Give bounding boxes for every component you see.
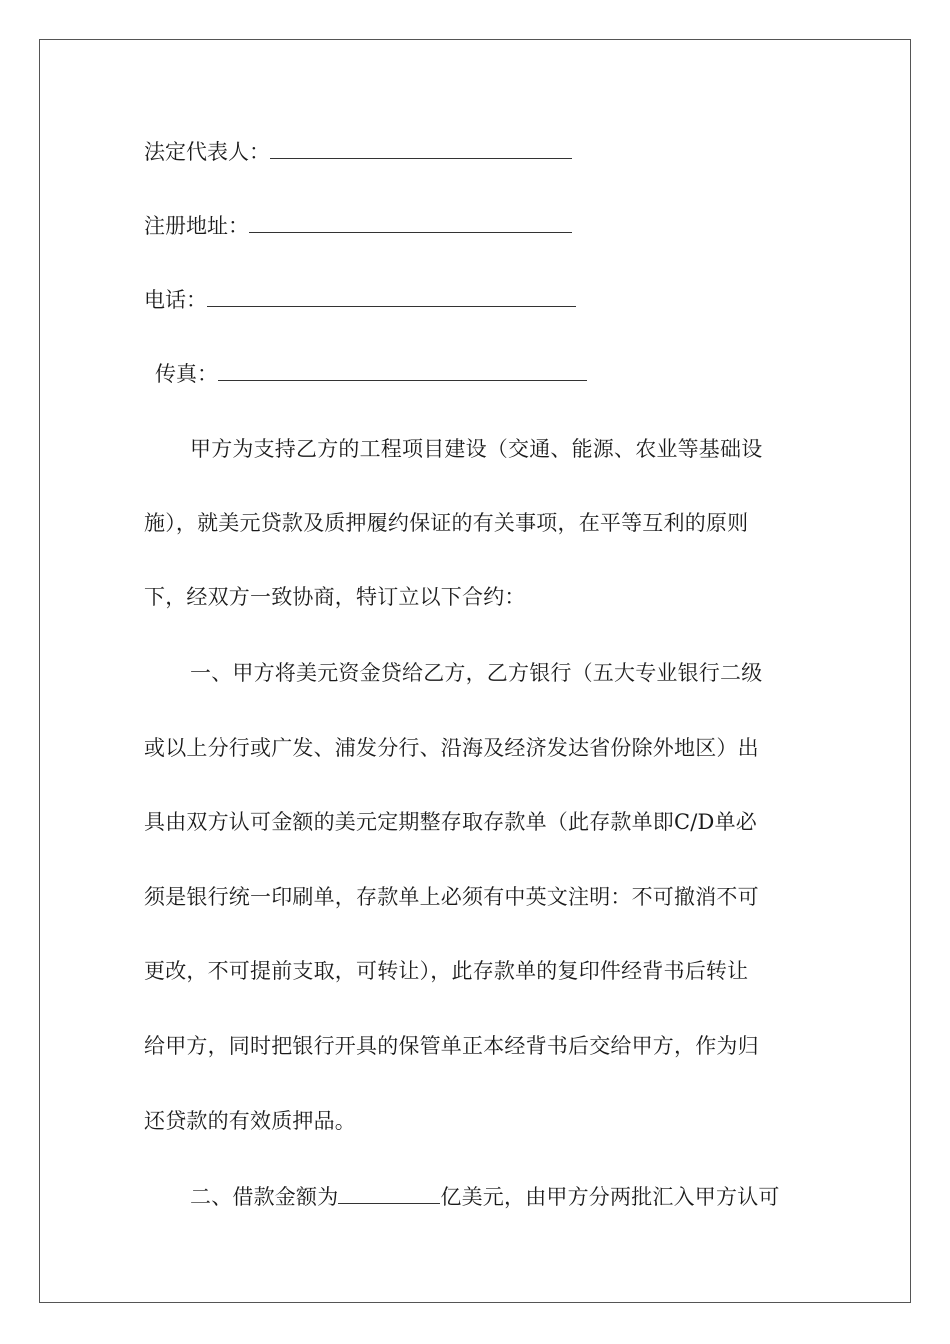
address-field <box>144 214 572 238</box>
address-blank <box>249 214 572 233</box>
clause1-line-3: 具由双方认可金额的美元定期整存取存款单（此存款单即C/D单必 <box>144 810 757 834</box>
fax-label: 传真： <box>155 362 218 386</box>
phone-field <box>144 288 576 312</box>
clause1-line-4: 须是银行统一印刷单，存款单上必须有中英文注明：不可撤消不可 <box>144 885 759 909</box>
legal-rep-blank <box>270 140 572 159</box>
clause2-text-before: 二、借款金额为 <box>190 1185 339 1209</box>
clause2-line-1 <box>190 1185 780 1209</box>
clause1-line-5: 更改，不可提前支取，可转让），此存款单的复印件经背书后转让 <box>144 959 749 983</box>
intro-line-2: 施），就美元贷款及质押履约保证的有关事项，在平等互利的原则 <box>144 511 749 535</box>
phone-blank <box>207 288 576 307</box>
intro-line-1: 甲方为支持乙方的工程项目建设（交通、能源、农业等基础设 <box>190 437 763 461</box>
clause1-line-1: 一、甲方将美元资金贷给乙方，乙方银行（五大专业银行二级 <box>190 661 763 685</box>
legal-rep-field <box>144 140 572 164</box>
clause2-text-after: 亿美元，由甲方分两批汇入甲方认可 <box>440 1185 780 1209</box>
legal-rep-label: 法定代表人： <box>144 140 270 164</box>
address-label: 注册地址： <box>144 214 249 238</box>
phone-label: 电话： <box>144 288 207 312</box>
clause1-line-7: 还贷款的有效质押品。 <box>144 1109 356 1133</box>
fax-field <box>155 362 587 386</box>
clause1-line-2: 或以上分行或广发、浦发分行、沿海及经济发达省份除外地区）出 <box>144 736 759 760</box>
intro-line-3: 下，经双方一致协商，特订立以下合约： <box>144 585 526 609</box>
fax-blank <box>218 362 587 381</box>
clause1-line-6: 给甲方，同时把银行开具的保管单正本经背书后交给甲方，作为归 <box>144 1034 759 1058</box>
loan-amount-blank <box>338 1185 440 1204</box>
